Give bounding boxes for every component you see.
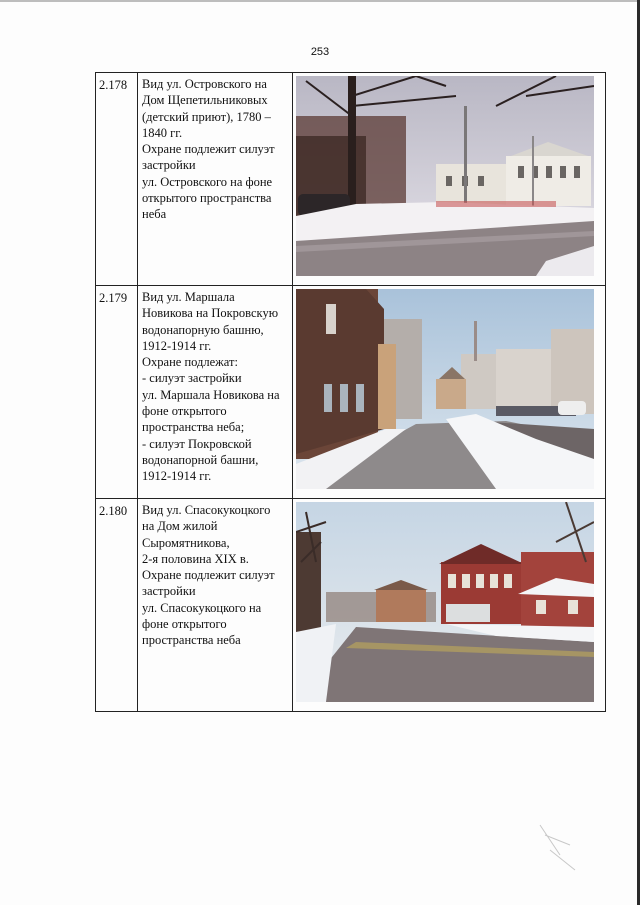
row-number: 2.178 xyxy=(96,73,138,286)
description-line: 1840 гг. xyxy=(142,125,183,140)
description-line: Вид ул. Спасокукоцкого xyxy=(142,503,271,517)
description-line: фоне открытого xyxy=(142,617,227,632)
description-line: Сыромятникова, xyxy=(142,535,230,550)
description-line: застройки xyxy=(142,158,196,173)
description-line: Охране подлежит силуэт xyxy=(142,142,275,157)
description-line: (детский приют), 1780 – xyxy=(142,109,271,124)
description-line: - силуэт застройки xyxy=(142,371,242,386)
table-row xyxy=(96,286,606,499)
description-line: Новикова на Покровскую xyxy=(142,306,279,321)
table-row xyxy=(96,73,606,286)
table-row xyxy=(96,499,606,712)
description-line: Охране подлежат: xyxy=(142,355,238,370)
description-line: на Дом жилой xyxy=(142,519,218,534)
description-line: ул. Маршала Новикова на xyxy=(142,387,280,402)
description-line: Дом Щепетильниковых xyxy=(142,93,268,108)
description-line: Охране подлежит силуэт xyxy=(142,568,275,583)
row-description xyxy=(138,73,293,286)
page-number: 253 xyxy=(310,46,330,58)
description-line: неба xyxy=(142,207,167,222)
description-line: пространства неба; xyxy=(142,420,245,435)
description-line: 1912-1914 гг. xyxy=(142,469,212,484)
row-number: 2.179 xyxy=(96,286,138,499)
street-photo-spasokukotskogo xyxy=(296,502,594,702)
description-line: застройки xyxy=(142,584,196,599)
street-photo-ostrovskogo xyxy=(296,76,594,276)
description-line: открытого пространства xyxy=(142,191,272,206)
row-description xyxy=(138,499,293,712)
street-photo-novikova xyxy=(296,289,594,489)
description-line: Вид ул. Островского на xyxy=(142,77,267,91)
description-line: водонапорной башни, xyxy=(142,452,259,467)
monuments-table xyxy=(95,72,606,712)
scan-smudge xyxy=(530,815,590,875)
description-line: ул. Спасокукоцкого на xyxy=(142,600,262,615)
description-line: 2-я половина XIX в. xyxy=(142,551,249,566)
description-line: водонапорную башню, xyxy=(142,322,264,337)
row-photo-cell xyxy=(293,499,606,712)
row-photo-cell xyxy=(293,73,606,286)
page-edge-top xyxy=(0,0,640,2)
row-number: 2.180 xyxy=(96,499,138,712)
row-description xyxy=(138,286,293,499)
description-line: - силуэт Покровской xyxy=(142,436,252,451)
row-photo-cell xyxy=(293,286,606,499)
description-line: ул. Островского на фоне xyxy=(142,174,273,189)
description-line: фоне открытого xyxy=(142,404,227,419)
description-line: 1912-1914 гг. xyxy=(142,338,212,353)
description-line: Вид ул. Маршала xyxy=(142,290,235,304)
description-line: пространства неба xyxy=(142,633,241,648)
